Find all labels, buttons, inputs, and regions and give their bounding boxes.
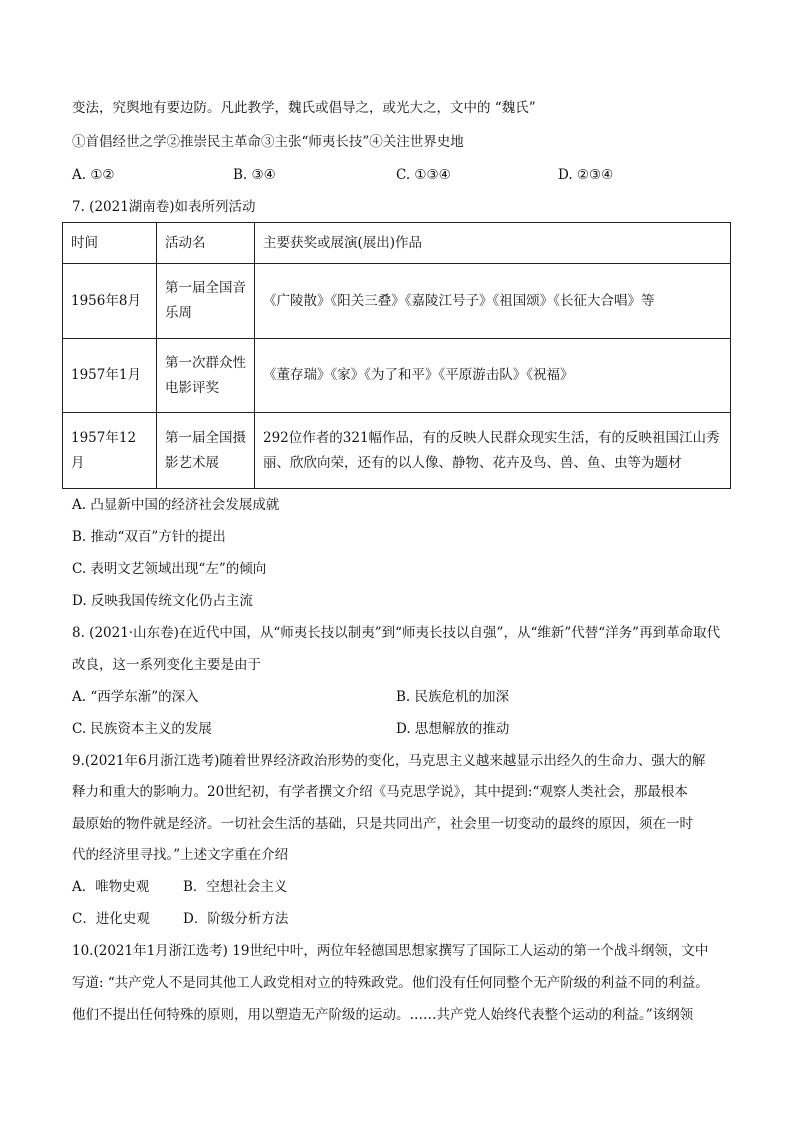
table-cell-time: 1957年12月: [63, 413, 157, 489]
table-cell-time: 1957年1月: [63, 339, 157, 413]
q7-option-b: B. 推动“双百”方针的提出: [72, 529, 226, 545]
q7-option-c: C. 表明文艺领域出现“左”的倾向: [72, 561, 267, 577]
q6-option-d: D. ②③④: [558, 167, 614, 183]
table-cell-works: 《广陵散》《阳关三叠》《嘉陵江号子》《祖国颂》《长征大合唱》等: [255, 264, 731, 339]
q7-option-d: D. 反映我国传统文化仍占主流: [72, 593, 253, 609]
table-header-cell: 主要获奖或展演(展出)作品: [255, 223, 731, 264]
q9-option-d: D．阶级分析方法: [183, 911, 289, 927]
table-row: [63, 413, 731, 489]
activities-table: [62, 222, 731, 489]
q10-stem-line-3: 他们不提出任何特殊的原则，用以塑造无产阶级的运动。……共产党人始终代表整个运动的利益。”该纲领: [72, 1007, 694, 1023]
q8-option-b: B. 民族危机的加深: [396, 689, 510, 705]
q8-option-d: D. 思想解放的推动: [396, 721, 510, 737]
q9-option-a: A．唯物史观: [72, 879, 150, 895]
q6-choices: ①首倡经世之学②推崇民主革命③主张“师夷长技”④关注世界史地: [72, 134, 464, 150]
table-header-cell: 活动名: [157, 223, 255, 264]
q9-option-b: B．空想社会主义: [183, 879, 288, 895]
table-row: [63, 339, 731, 413]
q6-option-b: B. ③④: [233, 167, 276, 183]
q9-option-c: C．进化史观: [72, 911, 150, 927]
table-header-row: [63, 223, 731, 264]
q8-stem-line-1: 8. (2021·山东卷)在近代中国，从“师夷长技以制夷”到“师夷长技以自强”，从“维新”代替“洋务”再到革命取代: [72, 625, 721, 641]
q8-stem-line-2: 改良，这一系列变化主要是由于: [72, 657, 261, 673]
q10-stem-line-1: 10.(2021年1月浙江选考) 19世纪中叶，两位年轻德国思想家撰写了国际工人运动的第一个战斗纲领，文中: [72, 943, 709, 959]
q9-stem-line-3: 最原始的物件就是经济。一切社会生活的基础，只是共同出产，社会里一切变动的最终的原因，须在一时: [72, 816, 693, 832]
table-cell-activity: 第一届全国音乐周: [157, 264, 255, 339]
table-header-cell: 时间: [63, 223, 157, 264]
q10-stem-line-2: 写道: “共产党人不是同其他工人政党相对立的特殊政党。他们没有任何同整个无产阶级的利益不同的利益。: [72, 975, 709, 991]
q8-option-a: A. “西学东渐”的深入: [72, 689, 199, 705]
q6-stem-tail: 变法，究舆地有要边防。凡此教学，魏氏或倡导之，或光大之，文中的 “魏氏”: [72, 100, 536, 116]
table-cell-activity: 第一次群众性电影评奖: [157, 339, 255, 413]
q9-stem-line-1: 9.(2021年6月浙江选考)随着世界经济政治形势的变化，马克思主义越来越显示出经久的生命力、强大的解: [72, 753, 706, 769]
q8-option-c: C. 民族资本主义的发展: [72, 721, 212, 737]
table-row: [63, 264, 731, 339]
table-cell-time: 1956年8月: [63, 264, 157, 339]
q9-stem-line-2: 释力和重大的影响力。20世纪初，有学者撰文介绍《马克思学说》，其中提到:“观察人类社会，那最根本: [72, 784, 688, 800]
table-cell-works: 《董存瑞》《家》《为了和平》《平原游击队》《祝福》: [255, 339, 731, 413]
q7-stem: 7. (2021湖南卷)如表所列活动: [72, 199, 256, 215]
q9-stem-line-4: 代的经济里寻找。”上述文字重在介绍: [72, 847, 289, 863]
q6-option-c: C. ①③④: [396, 167, 451, 183]
table-cell-activity: 第一届全国摄影艺术展: [157, 413, 255, 489]
q7-option-a: A. 凸显新中国的经济社会发展成就: [72, 497, 280, 513]
table-cell-works: 292位作者的321幅作品，有的反映人民群众现实生活，有的反映祖国江山秀丽、欣欣向荣，还有的以人像、静物、花卉及鸟、兽、鱼、虫等为题材: [255, 413, 731, 489]
q6-option-a: A. ①②: [72, 167, 115, 183]
